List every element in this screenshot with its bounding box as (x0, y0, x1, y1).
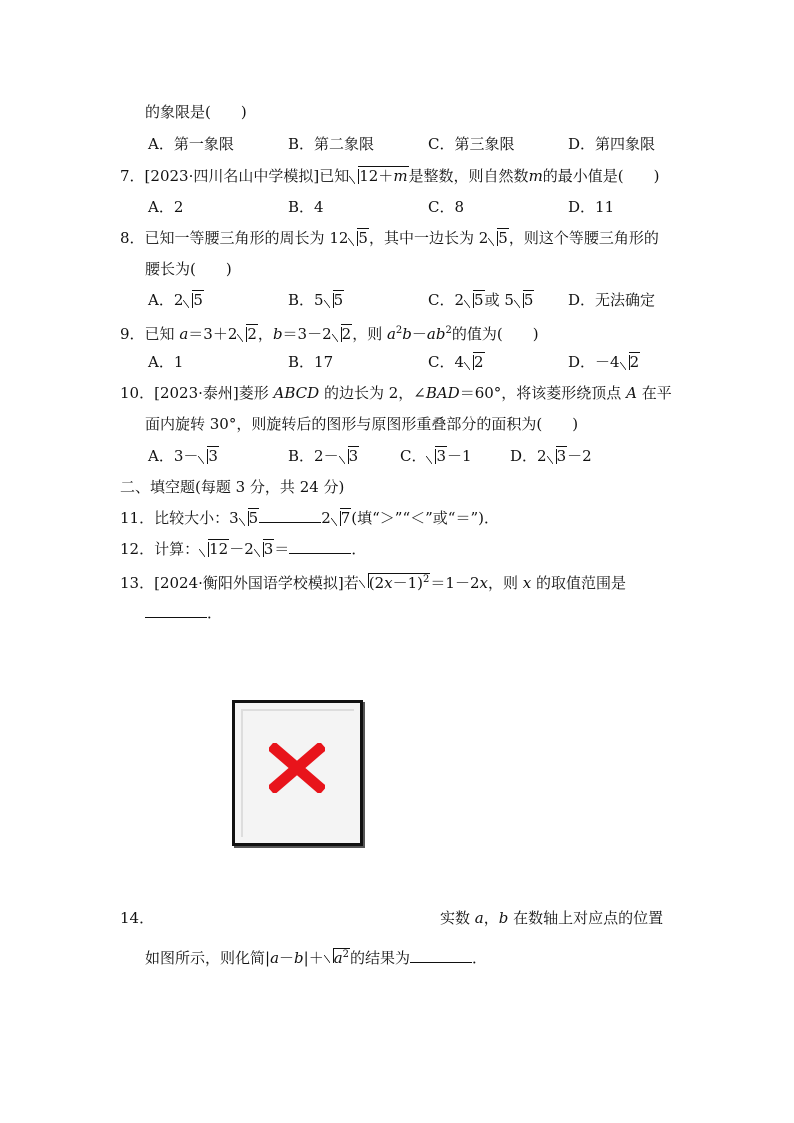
math-fragment: a (270, 949, 280, 967)
q9-radical (237, 324, 258, 344)
math-fragment: ，则 (487, 574, 523, 592)
math-fragment: ＝ (274, 540, 290, 558)
math-fragment: －1 (447, 447, 472, 465)
q14-answer-blank[interactable] (410, 948, 472, 963)
math-fragment: 12 (209, 540, 229, 558)
q12-stem (120, 539, 366, 559)
math-fragment: 5 (193, 291, 203, 309)
math-fragment: 2 (629, 353, 640, 371)
q8-number: 8． (120, 229, 145, 247)
q8-radical (488, 228, 509, 248)
math-fragment: 在平 (636, 384, 672, 402)
math-fragment: [2024·衡阳外国语学校模拟] (154, 574, 344, 592)
math-fragment: 2 (395, 325, 403, 336)
math-fragment: 已知 (144, 325, 180, 343)
q12-answer-blank[interactable] (289, 539, 351, 554)
math-fragment: b (435, 325, 446, 343)
math-fragment: A．3－ (148, 447, 199, 465)
q7-stem (120, 166, 660, 186)
q7-text: 是整数，则自然数 (408, 167, 529, 185)
math-fragment: 如图所示，则化简| (145, 949, 271, 967)
q7-radicand: 12＋ (359, 167, 394, 185)
math-fragment: ． (351, 540, 367, 558)
math-fragment: 若 (343, 574, 359, 592)
q10-stem (120, 383, 672, 403)
math-fragment: a (426, 325, 436, 343)
math-fragment: b (402, 325, 412, 343)
q7-var: m (528, 167, 543, 185)
math-fragment: x (522, 574, 532, 592)
q7-option-c: C．8 (428, 198, 465, 216)
q10-stem-line2: 面内旋转 30°，则旋转后的图形与原图形重叠部分的面积为( ) (145, 415, 579, 433)
math-fragment: 计算： (154, 540, 200, 558)
q6-stem-cont: 的象限是( ) (145, 103, 247, 121)
q11-stem (120, 508, 499, 528)
math-fragment: x (479, 574, 488, 592)
q8-stem (120, 228, 659, 248)
math-fragment: －2 (229, 540, 254, 558)
math-fragment: a (179, 325, 189, 343)
math-fragment: ＝3＋2 (188, 325, 238, 343)
math-fragment: 2 (321, 509, 331, 527)
q10-option-d (510, 446, 592, 466)
math-fragment: ＝3－2 (282, 325, 332, 343)
math-fragment: 5 (523, 291, 534, 309)
q9-option-c (428, 352, 485, 372)
math-fragment: ． (472, 949, 488, 967)
math-fragment: B．2－ (288, 447, 339, 465)
math-fragment: － (279, 949, 295, 967)
math-fragment: 或 5 (484, 291, 514, 309)
math-fragment: b (498, 909, 509, 927)
q8-option-b (288, 290, 344, 310)
math-fragment: ． (207, 604, 223, 622)
math-fragment: D．－4 (568, 353, 620, 371)
q9-option-d (568, 352, 640, 372)
math-fragment: 3 (436, 447, 447, 465)
math-fragment: ， (483, 909, 499, 927)
q14-stem-line2 (145, 945, 487, 968)
math-fragment: x (384, 574, 393, 592)
q7-option-d: D．11 (568, 198, 615, 216)
q10-option-b (288, 446, 359, 466)
math-fragment: 的边长为 2，∠ (319, 384, 426, 402)
q7-option-a: A．2 (148, 198, 184, 216)
q9-radical (332, 324, 353, 344)
math-fragment: A (626, 384, 637, 402)
q7-number: 7． (120, 167, 145, 185)
math-fragment: 5 (498, 229, 508, 247)
math-fragment: 的结果为 (350, 949, 411, 967)
math-fragment: a (474, 909, 484, 927)
section-2-title: 二、填空题(每题 3 分，共 24 分) (120, 478, 345, 496)
q13-answer-blank[interactable] (145, 603, 207, 618)
q6-option-c: C．第三象限 (428, 135, 515, 153)
q8-text: 已知一等腰三角形的周长为 12 (144, 229, 349, 247)
q8-option-d: D．无法确定 (568, 291, 656, 309)
math-fragment: 2 (423, 574, 430, 585)
math-fragment: BAD (425, 384, 460, 402)
math-fragment: －2 (567, 447, 592, 465)
q14-stem (440, 908, 663, 928)
math-fragment: 9． (120, 325, 145, 343)
math-fragment: B．5 (288, 291, 324, 309)
q13-radical (359, 570, 431, 593)
q14-radical (324, 945, 350, 968)
q7-text: 的最小值是( ) (542, 167, 660, 185)
q13-answer-line (145, 603, 222, 623)
math-fragment: 3 (263, 540, 274, 558)
q10-option-a (148, 446, 219, 466)
math-fragment: |＋ (303, 949, 324, 967)
q8-option-a (148, 290, 204, 310)
math-fragment: 11． (120, 509, 155, 527)
math-fragment: C． (400, 447, 427, 465)
math-fragment: 5 (333, 291, 344, 309)
q8-option-c (428, 290, 534, 310)
math-fragment: 实数 (440, 909, 475, 927)
q11-answer-blank[interactable] (259, 508, 321, 523)
q9-stem (120, 321, 539, 344)
math-fragment: 在数轴上对应点的位置 (508, 909, 664, 927)
math-fragment: －1) (392, 574, 424, 592)
broken-image-placeholder (232, 700, 363, 846)
q9-option-b: B．17 (288, 353, 334, 371)
math-fragment: C．2 (428, 291, 465, 309)
math-fragment: 12． (120, 540, 155, 558)
q7-source: [2023·四川名山中学模拟] (144, 167, 320, 185)
math-fragment: 3 (556, 447, 567, 465)
q8-radical (348, 228, 369, 248)
math-fragment: b (294, 949, 304, 967)
math-fragment: ， (257, 325, 273, 343)
math-fragment: 2 (342, 949, 350, 960)
math-fragment: D．2 (510, 447, 547, 465)
math-fragment: 的值为( ) (451, 325, 539, 343)
q13-stem (120, 570, 626, 593)
math-fragment: 比较大小：3 (154, 509, 239, 527)
q10-option-c (400, 446, 472, 466)
math-fragment: 5 (474, 291, 484, 309)
q8-stem-line2: 腰长为( ) (145, 260, 232, 278)
math-fragment: 5 (248, 509, 259, 527)
math-fragment: 2 (341, 325, 352, 343)
q7-radical (349, 166, 408, 186)
math-fragment: 10． (120, 384, 155, 402)
math-fragment: a (333, 949, 343, 967)
math-fragment: － (411, 325, 427, 343)
math-fragment: 2 (445, 325, 452, 336)
math-fragment: ABCD (273, 384, 320, 402)
math-fragment: (填“＞”“＜”或“＝”)． (351, 509, 499, 527)
math-fragment: 的取值范围是 (531, 574, 627, 592)
q6-option-b: B．第二象限 (288, 135, 375, 153)
q8-text: ，则这个等腰三角形的 (508, 229, 659, 247)
math-fragment: C．4 (428, 353, 465, 371)
math-fragment: A．2 (148, 291, 184, 309)
math-fragment: ＝60°，将该菱形绕顶点 (459, 384, 627, 402)
broken-image-icon (269, 743, 325, 793)
math-fragment: [2023·泰州] (154, 384, 239, 402)
q14-number: 14． (120, 909, 155, 927)
math-fragment: ，则 (352, 325, 387, 343)
q9-option-a: A．1 (148, 353, 184, 371)
math-fragment: b (272, 325, 283, 343)
math-fragment: 2 (247, 325, 257, 343)
math-fragment: 13． (120, 574, 155, 592)
q6-option-d: D．第四象限 (568, 135, 656, 153)
math-fragment: 5 (358, 229, 368, 247)
math-fragment: 2 (474, 353, 484, 371)
math-fragment: ＝1－2 (430, 574, 480, 592)
math-fragment: 7 (340, 509, 351, 527)
math-fragment: 菱形 (238, 384, 274, 402)
q7-var: m (393, 167, 408, 185)
q8-text: ，其中一边长为 2 (368, 229, 489, 247)
q7-option-b: B．4 (288, 198, 324, 216)
math-fragment: (2 (368, 574, 385, 592)
q7-text: 已知 (319, 167, 350, 185)
math-fragment: 3 (208, 447, 218, 465)
math-fragment: 3 (348, 447, 359, 465)
math-fragment: a (386, 325, 396, 343)
q6-option-a: A．第一象限 (148, 135, 234, 153)
